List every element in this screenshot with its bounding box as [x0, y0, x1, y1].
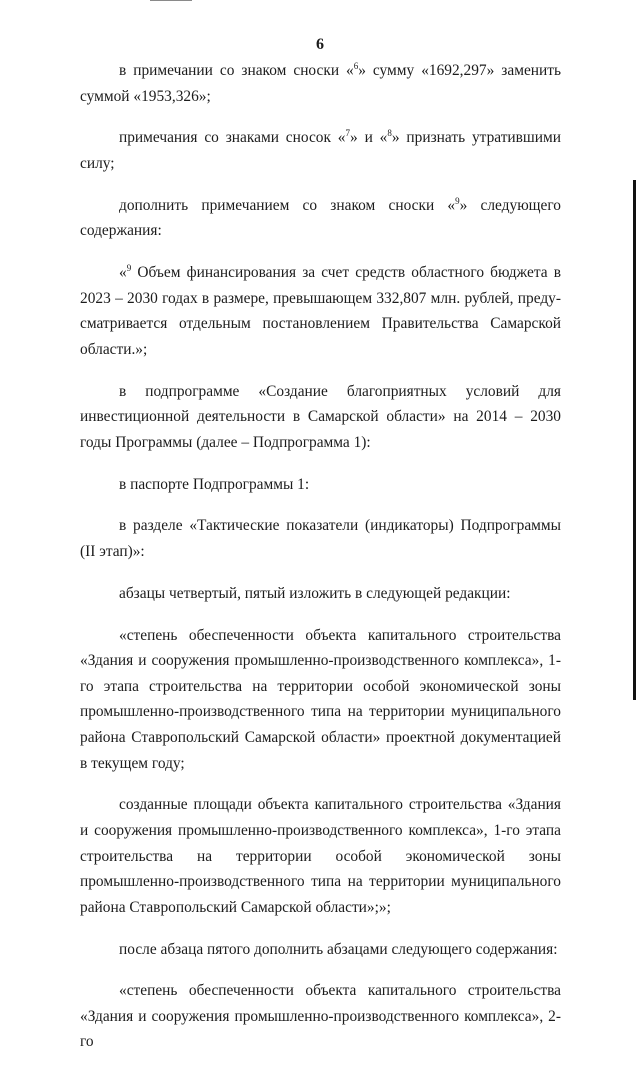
footnote-mark: 8 — [387, 128, 392, 139]
paragraph-indicator-1: «степень обеспеченности объекта капитального строительства «Здания и сооружения промышленно-производственного комплекса», 1-го этапа строительства на территории особой экономической зоны промышленно-производственного типа на территории муниципального района Ставропольский Самарской области» проектной документацией в текущем году; — [80, 626, 561, 772]
scan-edge-bar — [633, 180, 636, 700]
paragraph-text: » признать утратившими силу; — [80, 129, 561, 172]
top-rule — [150, 0, 192, 1]
paragraph-text: « — [119, 264, 127, 282]
paragraph-tactical-indicators: в разделе «Тактические показатели (индикаторы) Подпрограммы (II этап)»: — [80, 517, 561, 561]
paragraph-subprogram-1: в подпрограмме «Создание благоприятных условий для инвестиционной деятельности в Самарской области» на 2014 – 2030 годы Программы (далее – Подпрограмма 1): — [80, 382, 561, 451]
paragraph-indicator-3: «степень обеспеченности объекта капитального строительства «Здания и сооружения промышленно-производственного комплекса», 2-го — [80, 982, 561, 1051]
paragraph-footnotes-7-8 — [80, 125, 561, 176]
document-body — [80, 58, 561, 1071]
paragraph-text: » следующего содержания: — [80, 196, 561, 240]
paragraph-add-instruction: после абзаца пятого дополнить абзацами следующего содержания: — [119, 940, 558, 958]
paragraph-text: дополнить примечанием со знаком сноски « — [119, 196, 456, 214]
footnote-mark: 9 — [126, 263, 132, 274]
paragraph-footnote-9-text — [80, 260, 561, 362]
footnote-mark: 6 — [353, 61, 359, 71]
paragraph-footnote-6 — [80, 58, 561, 109]
paragraph-indicator-2: созданные площади объекта капитального строительства «Здания и сооружения промышленно-производственного комплекса», 1-го этапа строительства на территории особой экономической зоны промышленно-производственного типа на территории муниципального района Ставропольский Самарской области»;»; — [80, 796, 561, 916]
paragraph-edit-instruction: абзацы четвертый, пятый изложить в следующей редакции: — [119, 584, 511, 602]
paragraph-add-footnote-9 — [80, 193, 561, 244]
page-number: 6 — [316, 36, 324, 53]
paragraph-passport: в паспорте Подпрограммы 1: — [119, 475, 310, 493]
footnote-mark: 7 — [345, 128, 351, 139]
paragraph-text: » и « — [350, 129, 388, 147]
paragraph-text: в примечании со знаком сноски « — [119, 62, 354, 79]
paragraph-text: Объем финансирования за счет средств областного бюджета в 2023 – 2030 годах в размере, превышающем 332,807 млн. рублей, предусматривается отдельным постановлением Правительства Самарской области.»; — [80, 264, 561, 358]
footnote-mark: 9 — [455, 195, 460, 206]
paragraph-text: примечания со знаками сносок « — [119, 129, 346, 147]
paragraph-text: » сумму «1692,297» заменить суммой «1953,326»; — [80, 62, 561, 105]
